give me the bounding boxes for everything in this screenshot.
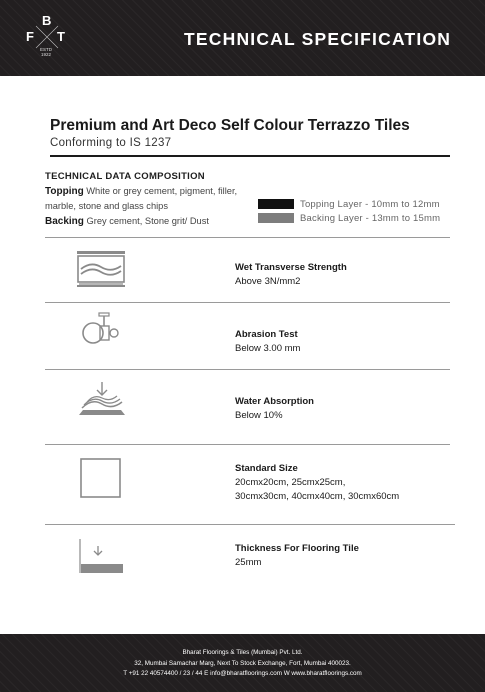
spec-label-standard-size: Standard Size <box>235 463 298 474</box>
spec-label-water-absorption: Water Absorption <box>235 396 314 407</box>
spec-value-water-absorption: Below 10% <box>235 410 283 421</box>
spec-value-thickness: 25mm <box>235 557 262 568</box>
product-subtitle: Conforming to IS 1237 <box>50 137 172 149</box>
water-absorption-icon <box>77 381 127 419</box>
logo-established <box>36 47 56 57</box>
topping-label: Topping <box>45 186 84 197</box>
header-title: TECHNICAL SPECIFICATION <box>184 29 452 49</box>
footer-bar <box>0 634 485 692</box>
topping-layer-swatch <box>258 199 294 209</box>
footer-address: 32, Mumbai Samachar Marg, Next To Stock Exchange, Fort, Mumbai 400023. <box>134 660 351 667</box>
standard-size-line: 20cmx20cm, 25cmx25cm, <box>235 477 346 488</box>
standard-size-line: 30cmx30cm, 40cmx40cm, 30cmx60cm <box>235 490 400 502</box>
logo-letter-b: B <box>42 13 52 28</box>
backing-layer-text: Backing Layer - 13mm to 15mm <box>300 213 441 224</box>
spec-divider <box>45 524 455 525</box>
thickness-icon <box>79 538 125 574</box>
logo-estd-year: 1922 <box>40 52 51 58</box>
backing-label: Backing <box>45 216 84 227</box>
spec-label-abrasion-test: Abrasion Test <box>235 329 298 340</box>
spec-divider <box>45 302 450 303</box>
title-divider <box>50 155 450 157</box>
spec-label-transverse-strength: Wet Transverse Strength <box>235 262 347 273</box>
topping-text: White or grey cement, pigment, filler, marble, stone and glass chips <box>45 186 238 211</box>
footer-contact: T +91 22 40574400 / 23 / 44 E info@bharatfloorings.com W www.bharatfloorings.com <box>123 670 362 677</box>
composition-heading: TECHNICAL DATA COMPOSITION <box>45 171 205 182</box>
spec-divider <box>45 444 450 445</box>
spec-value-abrasion-test: Below 3.00 mm <box>235 343 301 354</box>
logo-estd-label: ESTD <box>39 47 52 52</box>
spec-value-standard-size <box>235 476 399 503</box>
logo-letter-f: F <box>26 29 34 44</box>
spec-value-transverse-strength: Above 3N/mm2 <box>235 276 301 287</box>
footer-company: Bharat Floorings & Tiles (Mumbai) Pvt. Ltd. <box>182 649 303 656</box>
spec-divider <box>45 237 450 238</box>
backing-text: Grey cement, Stone grit/ Dust <box>83 216 209 226</box>
abrasion-test-icon <box>80 312 122 348</box>
spec-label-thickness: Thickness For Flooring Tile <box>235 543 359 554</box>
standard-size-icon <box>80 458 122 498</box>
spec-divider <box>45 369 450 370</box>
header-bar <box>0 0 485 76</box>
bft-logo <box>22 14 74 62</box>
transverse-strength-icon <box>75 250 127 288</box>
topping-layer-text: Topping Layer - 10mm to 12mm <box>300 199 440 210</box>
backing-layer-swatch <box>258 213 294 223</box>
composition-description <box>45 184 260 229</box>
logo-letter-t: T <box>57 29 65 44</box>
product-title: Premium and Art Deco Self Colour Terrazzo Tiles <box>50 117 410 134</box>
